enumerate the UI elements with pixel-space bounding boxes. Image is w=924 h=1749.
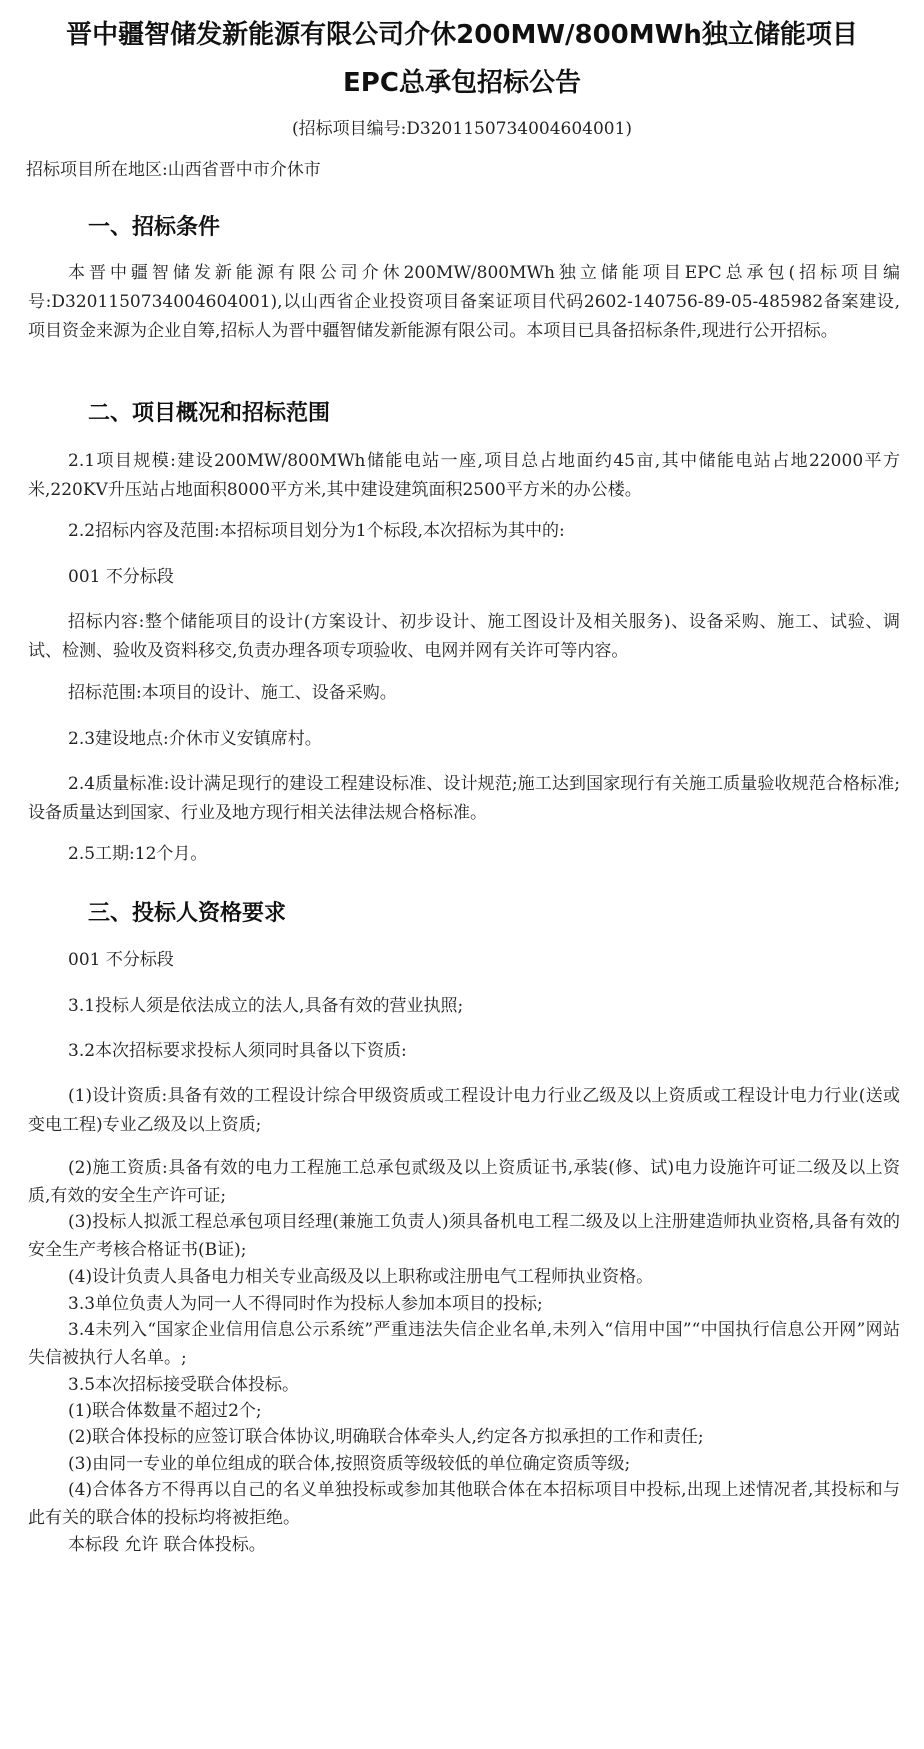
qualification-1: (1)设计资质:具备有效的工程设计综合甲级资质或工程设计电力行业乙级及以上资质或工程设计电力行业(送或变电工程)专业乙级及以上资质; bbox=[28, 1086, 900, 1135]
section2-item-2-5: 2.5工期:12个月。 bbox=[68, 844, 208, 864]
section2-lot: 001 不分标段 bbox=[68, 567, 174, 587]
section2-item-2-2: 2.2招标内容及范围:本招标项目划分为1个标段,本次招标为其中的: bbox=[68, 521, 565, 541]
section-heading-1: 一、招标条件 bbox=[88, 215, 221, 240]
qualification-3: (3)投标人拟派工程总承包项目经理(兼施工负责人)须具备机电工程二级及以上注册建造师执业资格,具备有效的安全生产考核合格证书(B证); bbox=[28, 1212, 900, 1260]
section2-item-2-1: 2.1项目规模:建设200MW/800MWh储能电站一座,项目总占地面约45亩,其中储能电站占地22000平方米,220KV升压站占地面积8000平方米,其中建设建筑面积2500平方米的办公楼。 bbox=[28, 451, 900, 500]
section-heading-2: 二、项目概况和招标范围 bbox=[88, 401, 331, 426]
document-title-line2: EPC总承包招标公告 bbox=[343, 68, 581, 98]
section2-item-2-3: 2.3建设地点:介休市义安镇席村。 bbox=[68, 729, 322, 749]
section2-scope: 招标范围:本项目的设计、施工、设备采购。 bbox=[68, 683, 397, 703]
qualification-2: (2)施工资质:具备有效的电力工程施工总承包贰级及以上资质证书,承装(修、试)电力设施许可证二级及以上资质,有效的安全生产许可证; bbox=[28, 1158, 900, 1206]
section2-content: 招标内容:整个储能项目的设计(方案设计、初步设计、施工图设计及相关服务)、设备采购、施工、试验、调试、检测、验收及资料移交,负责办理各项专项验收、电网并网有关许可等内容。 bbox=[28, 612, 900, 661]
section1-paragraph: 本晋中疆智储发新能源有限公司介休200MW/800MWh独立储能项目EPC总承包(招标项目编号:D3201150734004604001),以山西省企业投资项目备案证项目代码2602-140756-89-05-485982备案建设,项目资金来源为企业自筹,招标人为晋中疆智储发新能源有限公司。本项目已具备招标条件,现进行公开招标。 bbox=[28, 263, 900, 341]
qualification-4: (4)设计负责人具备电力相关专业高级及以上职称或注册电气工程师执业资格。 bbox=[68, 1267, 654, 1287]
project-code: (招标项目编号:D3201150734004604001) bbox=[291, 119, 633, 139]
consortium-rule-1: (1)联合体数量不超过2个; bbox=[68, 1401, 262, 1421]
section-heading-3: 三、投标人资格要求 bbox=[88, 901, 287, 926]
section3-item-3-1: 3.1投标人须是依法成立的法人,具备有效的营业执照; bbox=[68, 996, 464, 1016]
section3-item-3-2: 3.2本次招标要求投标人须同时具备以下资质: bbox=[68, 1041, 407, 1061]
document-title-line1: 晋中疆智储发新能源有限公司介休200MW/800MWh独立储能项目 bbox=[66, 20, 858, 50]
consortium-rule-4: (4)合体各方不得再以自己的名义单独投标或参加其他联合体在本招标项目中投标,出现上述情况者,其投标和与此有关的联合体的投标均将被拒绝。 bbox=[28, 1480, 900, 1528]
consortium-allowed-note: 本标段 允许 联合体投标。 bbox=[68, 1535, 266, 1555]
section3-item-3-3: 3.3单位负责人为同一人不得同时作为投标人参加本项目的投标; bbox=[68, 1294, 543, 1314]
section3-item-3-5: 3.5本次招标接受联合体投标。 bbox=[68, 1375, 300, 1395]
section3-item-3-4: 3.4未列入“国家企业信用信息公示系统”严重违法失信企业名单,未列入“信用中国”“中国执行信息公开网”网站失信被执行人名单。; bbox=[28, 1320, 900, 1368]
project-region: 招标项目所在地区:山西省晋中市介休市 bbox=[26, 160, 321, 180]
consortium-rule-2: (2)联合体投标的应签订联合体协议,明确联合体牵头人,约定各方拟承担的工作和责任; bbox=[68, 1427, 704, 1447]
consortium-rule-3: (3)由同一专业的单位组成的联合体,按照资质等级较低的单位确定资质等级; bbox=[68, 1454, 631, 1474]
section2-item-2-4: 2.4质量标准:设计满足现行的建设工程建设标准、设计规范;施工达到国家现行有关施工质量验收规范合格标准;设备质量达到国家、行业及地方现行相关法律法规合格标准。 bbox=[28, 774, 900, 823]
section3-lot: 001 不分标段 bbox=[68, 950, 174, 970]
